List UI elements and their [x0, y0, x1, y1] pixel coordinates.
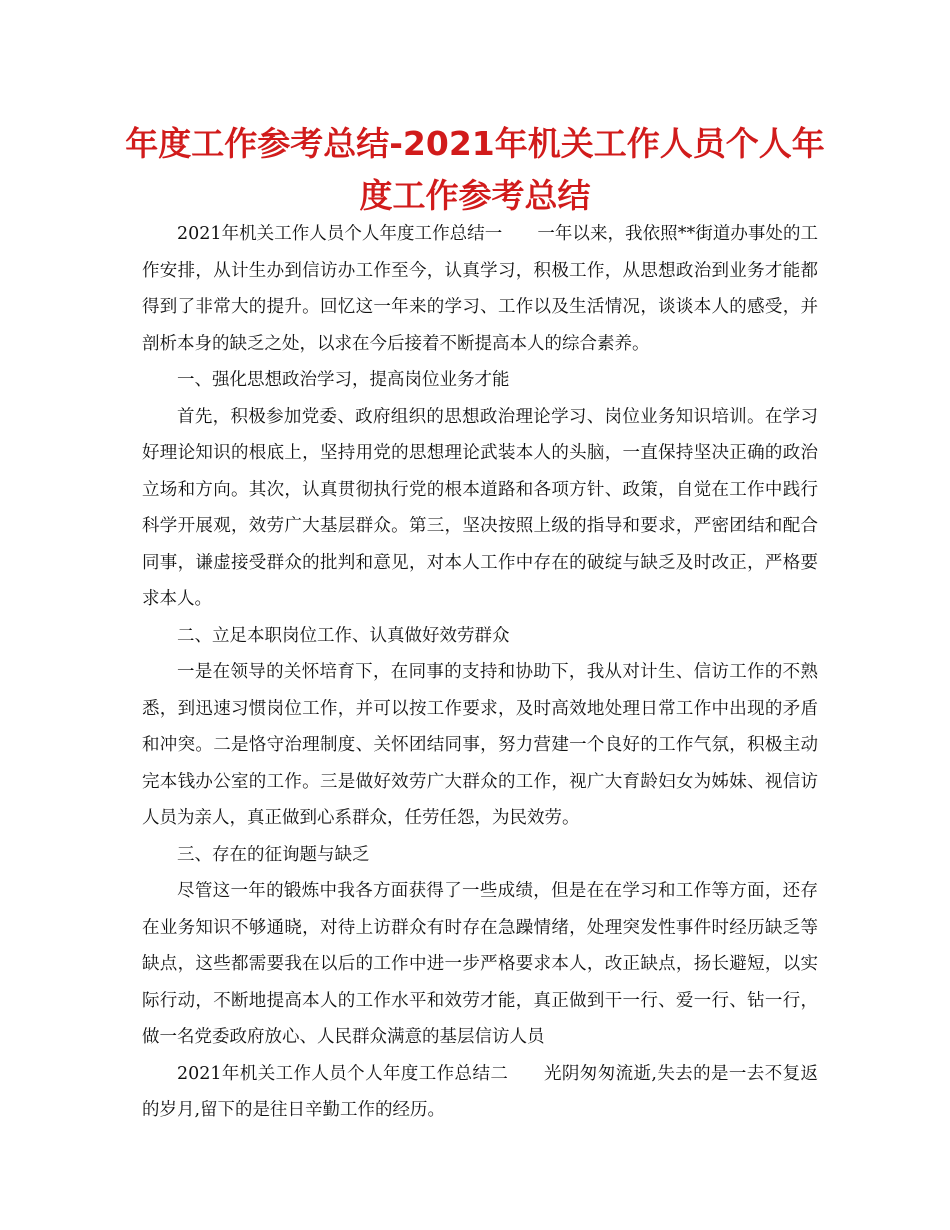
paragraph-section-3: 尽管这一年的锻炼中我各方面获得了一些成绩，但是在在学习和工作等方面，还存在业务知识不够通晓，对待上访群众有时存在急躁情绪，处理突发性事件时经历缺乏等缺点，这些都需要我在以后的工作中进一步严格要求本人，改正缺点，扬长避短，以实际行动，不断地提高本人的工作水平和效劳才能，真正做到干一行、爱一行、钻一行，做一名党委政府放心、人民群众满意的基层信访人员 [142, 881, 818, 1047]
paragraph-intro-2: 2021年机关工作人员个人年度工作总结二 光阴匆匆流逝,失去的是一去不复返的岁月,留下的是往日辛勤工作的经历。 [142, 1063, 818, 1120]
section-heading-2: 二、立足本职岗位工作、认真做好效劳群众 [177, 625, 510, 646]
paragraph-section-1: 首先，积极参加党委、政府组织的思想政治理论学习、岗位业务知识培训。在学习好理论知识的根底上，坚持用党的思想理论武装本人的头脑，一直保持坚决正确的政治立场和方向。其次，认真贯彻执行党的根本道路和各项方针、政策，自觉在工作中践行科学开展观，效劳广大基层群众。第三，坚决按照上级的指导和要求，严密团结和配合同事，谦虚接受群众的批判和意见，对本人工作中存在的破绽与缺乏及时改正，严格要求本人。 [142, 406, 818, 609]
document-title: 年度工作参考总结-2021年机关工作人员个人年度工作参考总结 [125, 124, 825, 215]
document-body [142, 216, 818, 1129]
section-heading-3: 三、存在的征询题与缺乏 [177, 844, 370, 865]
paragraph-intro-1: 2021年机关工作人员个人年度工作总结一 一年以来，我依照**街道办事处的工作安排，从计生办到信访办工作至今，认真学习，积极工作，从思想政治到业务才能都得到了非常大的提升。回忆这一年来的学习、工作以及生活情况，谈谈本人的感受，并剖析本身的缺乏之处，以求在今后接着不断提高本人的综合素养。 [142, 224, 818, 354]
paragraph-section-2: 一是在领导的关怀培育下，在同事的支持和协助下，我从对计生、信访工作的不熟悉，到迅速习惯岗位工作，并可以按工作要求，及时高效地处理日常工作中出现的矛盾和冲突。二是恪守治理制度、关怀团结同事，努力营建一个良好的工作气氛，积极主动完本钱办公室的工作。三是做好效劳广大群众的工作，视广大育龄妇女为姊妹、视信访人员为亲人，真正做到心系群众，任劳任怨，为民效劳。 [142, 662, 818, 828]
section-heading-1: 一、强化思想政治学习，提高岗位业务才能 [177, 370, 510, 390]
